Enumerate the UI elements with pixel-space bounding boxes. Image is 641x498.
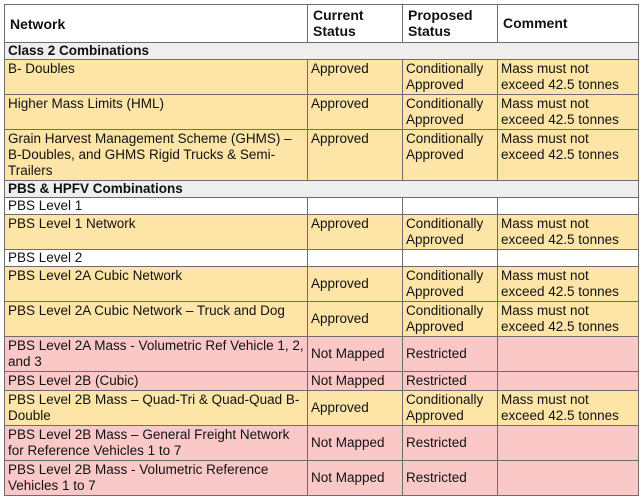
header-current-status: Current Status xyxy=(308,5,403,43)
table-row xyxy=(5,391,639,426)
table-row xyxy=(5,267,639,302)
proposed-status-cell: Conditionally Approved xyxy=(403,267,498,302)
section-row xyxy=(5,43,639,60)
current-status-cell: Approved xyxy=(308,302,403,337)
current-status-cell: Not Mapped xyxy=(308,426,403,461)
proposed-status-cell: Restricted xyxy=(403,461,498,496)
network-cell: PBS Level 2A Cubic Network – Truck and Dog xyxy=(5,302,308,337)
table-row xyxy=(5,302,639,337)
network-cell: PBS Level 2B (Cubic) xyxy=(5,372,308,391)
proposed-status-cell xyxy=(403,198,498,215)
proposed-status-cell: Conditionally Approved xyxy=(403,391,498,426)
comment-cell xyxy=(498,337,639,372)
proposed-status-cell: Conditionally Approved xyxy=(403,302,498,337)
table-row xyxy=(5,198,639,215)
table-row xyxy=(5,95,639,130)
header-row xyxy=(5,5,639,43)
table-row xyxy=(5,250,639,267)
header-network: Network xyxy=(5,5,308,43)
proposed-status-cell: Conditionally Approved xyxy=(403,95,498,130)
current-status-cell xyxy=(308,198,403,215)
table-row xyxy=(5,461,639,496)
network-cell: PBS Level 2A Cubic Network xyxy=(5,267,308,302)
current-status-cell: Not Mapped xyxy=(308,461,403,496)
comment-cell xyxy=(498,372,639,391)
table-row xyxy=(5,372,639,391)
network-cell: PBS Level 2B Mass – General Freight Network for Reference Vehicles 1 to 7 xyxy=(5,426,308,461)
network-cell: PBS Level 2B Mass - Volumetric Reference Vehicles 1 to 7 xyxy=(5,461,308,496)
table-row xyxy=(5,337,639,372)
comment-cell: Mass must not exceed 42.5 tonnes xyxy=(498,60,639,95)
comment-cell: Mass must not exceed 42.5 tonnes xyxy=(498,391,639,426)
network-cell: PBS Level 1 Network xyxy=(5,215,308,250)
proposed-status-cell xyxy=(403,250,498,267)
current-status-cell xyxy=(308,250,403,267)
header-comment: Comment xyxy=(498,5,639,43)
proposed-status-cell: Conditionally Approved xyxy=(403,60,498,95)
comment-cell: Mass must not exceed 42.5 tonnes xyxy=(498,302,639,337)
header-proposed-status: Proposed Status xyxy=(403,5,498,43)
comment-cell: Mass must not exceed 42.5 tonnes xyxy=(498,130,639,181)
network-cell: Higher Mass Limits (HML) xyxy=(5,95,308,130)
table-row xyxy=(5,426,639,461)
table-row xyxy=(5,130,639,181)
comment-cell xyxy=(498,198,639,215)
table-row xyxy=(5,60,639,95)
comment-cell xyxy=(498,461,639,496)
proposed-status-cell: Restricted xyxy=(403,426,498,461)
network-cell: PBS Level 2A Mass - Volumetric Ref Vehicle 1, 2, and 3 xyxy=(5,337,308,372)
comment-cell xyxy=(498,426,639,461)
proposed-status-cell: Restricted xyxy=(403,372,498,391)
current-status-cell: Not Mapped xyxy=(308,337,403,372)
current-status-cell: Approved xyxy=(308,391,403,426)
proposed-status-cell: Conditionally Approved xyxy=(403,130,498,181)
proposed-status-cell: Restricted xyxy=(403,337,498,372)
current-status-cell: Approved xyxy=(308,95,403,130)
network-status-table xyxy=(4,4,639,496)
section-row xyxy=(5,181,639,198)
network-cell: PBS Level 2B Mass – Quad-Tri & Quad-Quad B-Double xyxy=(5,391,308,426)
current-status-cell: Approved xyxy=(308,215,403,250)
current-status-cell: Approved xyxy=(308,267,403,302)
network-cell: B- Doubles xyxy=(5,60,308,95)
network-cell: PBS Level 2 xyxy=(5,250,308,267)
network-cell: PBS Level 1 xyxy=(5,198,308,215)
current-status-cell: Approved xyxy=(308,130,403,181)
comment-cell: Mass must not exceed 42.5 tonnes xyxy=(498,215,639,250)
network-cell: Grain Harvest Management Scheme (GHMS) – B-Doubles, and GHMS Rigid Trucks & Semi-Trailers xyxy=(5,130,308,181)
comment-cell: Mass must not exceed 42.5 tonnes xyxy=(498,95,639,130)
section-title: PBS & HPFV Combinations xyxy=(5,181,639,198)
current-status-cell: Not Mapped xyxy=(308,372,403,391)
comment-cell xyxy=(498,250,639,267)
table-row xyxy=(5,215,639,250)
comment-cell: Mass must not exceed 42.5 tonnes xyxy=(498,267,639,302)
proposed-status-cell: Conditionally Approved xyxy=(403,215,498,250)
section-title: Class 2 Combinations xyxy=(5,43,639,60)
current-status-cell: Approved xyxy=(308,60,403,95)
